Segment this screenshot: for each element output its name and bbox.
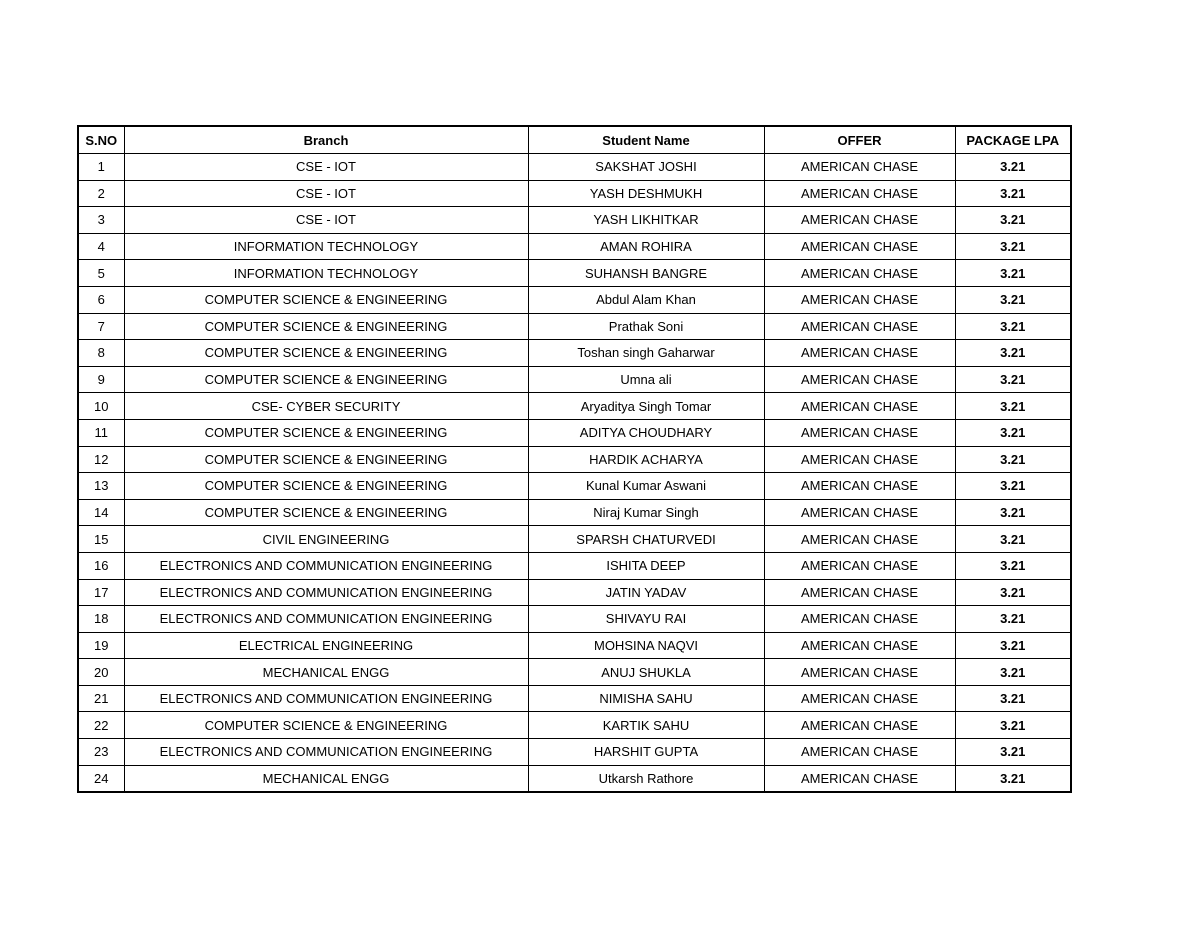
cell-student-name: Abdul Alam Khan (528, 286, 764, 313)
cell-package: 3.21 (955, 632, 1071, 659)
cell-branch: ELECTRONICS AND COMMUNICATION ENGINEERING (124, 685, 528, 712)
cell-offer: AMERICAN CHASE (764, 419, 955, 446)
cell-branch: CSE - IOT (124, 207, 528, 234)
cell-offer: AMERICAN CHASE (764, 260, 955, 287)
cell-student-name: SHIVAYU RAI (528, 606, 764, 633)
cell-student-name: SPARSH CHATURVEDI (528, 526, 764, 553)
cell-branch: ELECTRONICS AND COMMUNICATION ENGINEERING (124, 552, 528, 579)
cell-offer: AMERICAN CHASE (764, 180, 955, 207)
cell-branch: COMPUTER SCIENCE & ENGINEERING (124, 712, 528, 739)
cell-student-name: SUHANSH BANGRE (528, 260, 764, 287)
table-row (78, 286, 1071, 313)
cell-package: 3.21 (955, 286, 1071, 313)
cell-package: 3.21 (955, 419, 1071, 446)
header-student-name: Student Name (528, 126, 764, 154)
cell-student-name: ANUJ SHUKLA (528, 659, 764, 686)
table-row (78, 260, 1071, 287)
cell-sno: 4 (78, 233, 124, 260)
header-package: PACKAGE LPA (955, 126, 1071, 154)
cell-sno: 1 (78, 154, 124, 181)
cell-offer: AMERICAN CHASE (764, 313, 955, 340)
cell-sno: 19 (78, 632, 124, 659)
cell-package: 3.21 (955, 340, 1071, 367)
table-body (78, 154, 1071, 793)
cell-offer: AMERICAN CHASE (764, 526, 955, 553)
cell-branch: CSE- CYBER SECURITY (124, 393, 528, 420)
cell-package: 3.21 (955, 366, 1071, 393)
cell-offer: AMERICAN CHASE (764, 739, 955, 766)
cell-sno: 14 (78, 499, 124, 526)
cell-sno: 9 (78, 366, 124, 393)
cell-sno: 15 (78, 526, 124, 553)
table-row (78, 712, 1071, 739)
cell-sno: 7 (78, 313, 124, 340)
table-row (78, 419, 1071, 446)
cell-offer: AMERICAN CHASE (764, 632, 955, 659)
cell-sno: 20 (78, 659, 124, 686)
cell-student-name: YASH LIKHITKAR (528, 207, 764, 234)
table-row (78, 632, 1071, 659)
table-row (78, 366, 1071, 393)
cell-package: 3.21 (955, 180, 1071, 207)
cell-sno: 10 (78, 393, 124, 420)
cell-branch: COMPUTER SCIENCE & ENGINEERING (124, 366, 528, 393)
cell-student-name: JATIN YADAV (528, 579, 764, 606)
cell-sno: 24 (78, 765, 124, 792)
cell-student-name: Prathak Soni (528, 313, 764, 340)
cell-branch: MECHANICAL ENGG (124, 659, 528, 686)
cell-student-name: ISHITA DEEP (528, 552, 764, 579)
cell-branch: COMPUTER SCIENCE & ENGINEERING (124, 499, 528, 526)
cell-branch: COMPUTER SCIENCE & ENGINEERING (124, 313, 528, 340)
cell-student-name: Niraj Kumar Singh (528, 499, 764, 526)
cell-offer: AMERICAN CHASE (764, 340, 955, 367)
cell-offer: AMERICAN CHASE (764, 286, 955, 313)
cell-offer: AMERICAN CHASE (764, 366, 955, 393)
cell-package: 3.21 (955, 473, 1071, 500)
table-row (78, 765, 1071, 792)
table-header-row (78, 126, 1071, 154)
cell-sno: 6 (78, 286, 124, 313)
cell-branch: CSE - IOT (124, 154, 528, 181)
cell-sno: 8 (78, 340, 124, 367)
cell-student-name: HARDIK ACHARYA (528, 446, 764, 473)
cell-student-name: HARSHIT GUPTA (528, 739, 764, 766)
cell-offer: AMERICAN CHASE (764, 579, 955, 606)
cell-package: 3.21 (955, 313, 1071, 340)
cell-branch: ELECTRONICS AND COMMUNICATION ENGINEERING (124, 739, 528, 766)
cell-offer: AMERICAN CHASE (764, 446, 955, 473)
cell-student-name: ADITYA CHOUDHARY (528, 419, 764, 446)
table-row (78, 659, 1071, 686)
table-row (78, 207, 1071, 234)
cell-package: 3.21 (955, 526, 1071, 553)
table-row (78, 393, 1071, 420)
cell-student-name: SAKSHAT JOSHI (528, 154, 764, 181)
cell-sno: 21 (78, 685, 124, 712)
table-row (78, 154, 1071, 181)
cell-branch: INFORMATION TECHNOLOGY (124, 233, 528, 260)
cell-package: 3.21 (955, 659, 1071, 686)
cell-student-name: KARTIK SAHU (528, 712, 764, 739)
cell-student-name: Utkarsh Rathore (528, 765, 764, 792)
cell-package: 3.21 (955, 499, 1071, 526)
cell-offer: AMERICAN CHASE (764, 473, 955, 500)
cell-branch: INFORMATION TECHNOLOGY (124, 260, 528, 287)
cell-branch: COMPUTER SCIENCE & ENGINEERING (124, 340, 528, 367)
cell-sno: 11 (78, 419, 124, 446)
cell-sno: 5 (78, 260, 124, 287)
cell-sno: 12 (78, 446, 124, 473)
cell-student-name: Kunal Kumar Aswani (528, 473, 764, 500)
cell-student-name: AMAN ROHIRA (528, 233, 764, 260)
cell-package: 3.21 (955, 207, 1071, 234)
cell-sno: 18 (78, 606, 124, 633)
cell-sno: 16 (78, 552, 124, 579)
cell-student-name: YASH DESHMUKH (528, 180, 764, 207)
cell-package: 3.21 (955, 579, 1071, 606)
cell-branch: COMPUTER SCIENCE & ENGINEERING (124, 419, 528, 446)
cell-package: 3.21 (955, 552, 1071, 579)
cell-package: 3.21 (955, 446, 1071, 473)
cell-offer: AMERICAN CHASE (764, 606, 955, 633)
cell-sno: 2 (78, 180, 124, 207)
cell-package: 3.21 (955, 393, 1071, 420)
cell-package: 3.21 (955, 260, 1071, 287)
cell-sno: 22 (78, 712, 124, 739)
cell-sno: 3 (78, 207, 124, 234)
table-row (78, 739, 1071, 766)
cell-branch: COMPUTER SCIENCE & ENGINEERING (124, 473, 528, 500)
cell-offer: AMERICAN CHASE (764, 207, 955, 234)
table-row (78, 685, 1071, 712)
table-row (78, 180, 1071, 207)
header-sno: S.NO (78, 126, 124, 154)
table-row (78, 340, 1071, 367)
cell-offer: AMERICAN CHASE (764, 712, 955, 739)
cell-branch: ELECTRONICS AND COMMUNICATION ENGINEERING (124, 606, 528, 633)
cell-branch: ELECTRICAL ENGINEERING (124, 632, 528, 659)
cell-package: 3.21 (955, 739, 1071, 766)
table-row (78, 526, 1071, 553)
cell-package: 3.21 (955, 154, 1071, 181)
cell-offer: AMERICAN CHASE (764, 685, 955, 712)
cell-package: 3.21 (955, 712, 1071, 739)
cell-branch: CIVIL ENGINEERING (124, 526, 528, 553)
cell-offer: AMERICAN CHASE (764, 659, 955, 686)
cell-student-name: MOHSINA NAQVI (528, 632, 764, 659)
table-row (78, 552, 1071, 579)
cell-sno: 17 (78, 579, 124, 606)
table-row (78, 473, 1071, 500)
cell-student-name: Aryaditya Singh Tomar (528, 393, 764, 420)
cell-offer: AMERICAN CHASE (764, 233, 955, 260)
cell-package: 3.21 (955, 606, 1071, 633)
cell-branch: COMPUTER SCIENCE & ENGINEERING (124, 286, 528, 313)
cell-offer: AMERICAN CHASE (764, 765, 955, 792)
cell-branch: ELECTRONICS AND COMMUNICATION ENGINEERING (124, 579, 528, 606)
cell-package: 3.21 (955, 765, 1071, 792)
placement-table (77, 125, 1072, 793)
cell-branch: CSE - IOT (124, 180, 528, 207)
table-row (78, 446, 1071, 473)
cell-sno: 23 (78, 739, 124, 766)
cell-offer: AMERICAN CHASE (764, 552, 955, 579)
cell-branch: COMPUTER SCIENCE & ENGINEERING (124, 446, 528, 473)
table-row (78, 499, 1071, 526)
table-row (78, 606, 1071, 633)
cell-package: 3.21 (955, 685, 1071, 712)
cell-package: 3.21 (955, 233, 1071, 260)
header-offer: OFFER (764, 126, 955, 154)
table-row (78, 233, 1071, 260)
cell-offer: AMERICAN CHASE (764, 393, 955, 420)
cell-branch: MECHANICAL ENGG (124, 765, 528, 792)
table-row (78, 579, 1071, 606)
header-branch: Branch (124, 126, 528, 154)
table-row (78, 313, 1071, 340)
cell-offer: AMERICAN CHASE (764, 154, 955, 181)
cell-student-name: Toshan singh Gaharwar (528, 340, 764, 367)
cell-student-name: Umna ali (528, 366, 764, 393)
cell-sno: 13 (78, 473, 124, 500)
cell-offer: AMERICAN CHASE (764, 499, 955, 526)
cell-student-name: NIMISHA SAHU (528, 685, 764, 712)
